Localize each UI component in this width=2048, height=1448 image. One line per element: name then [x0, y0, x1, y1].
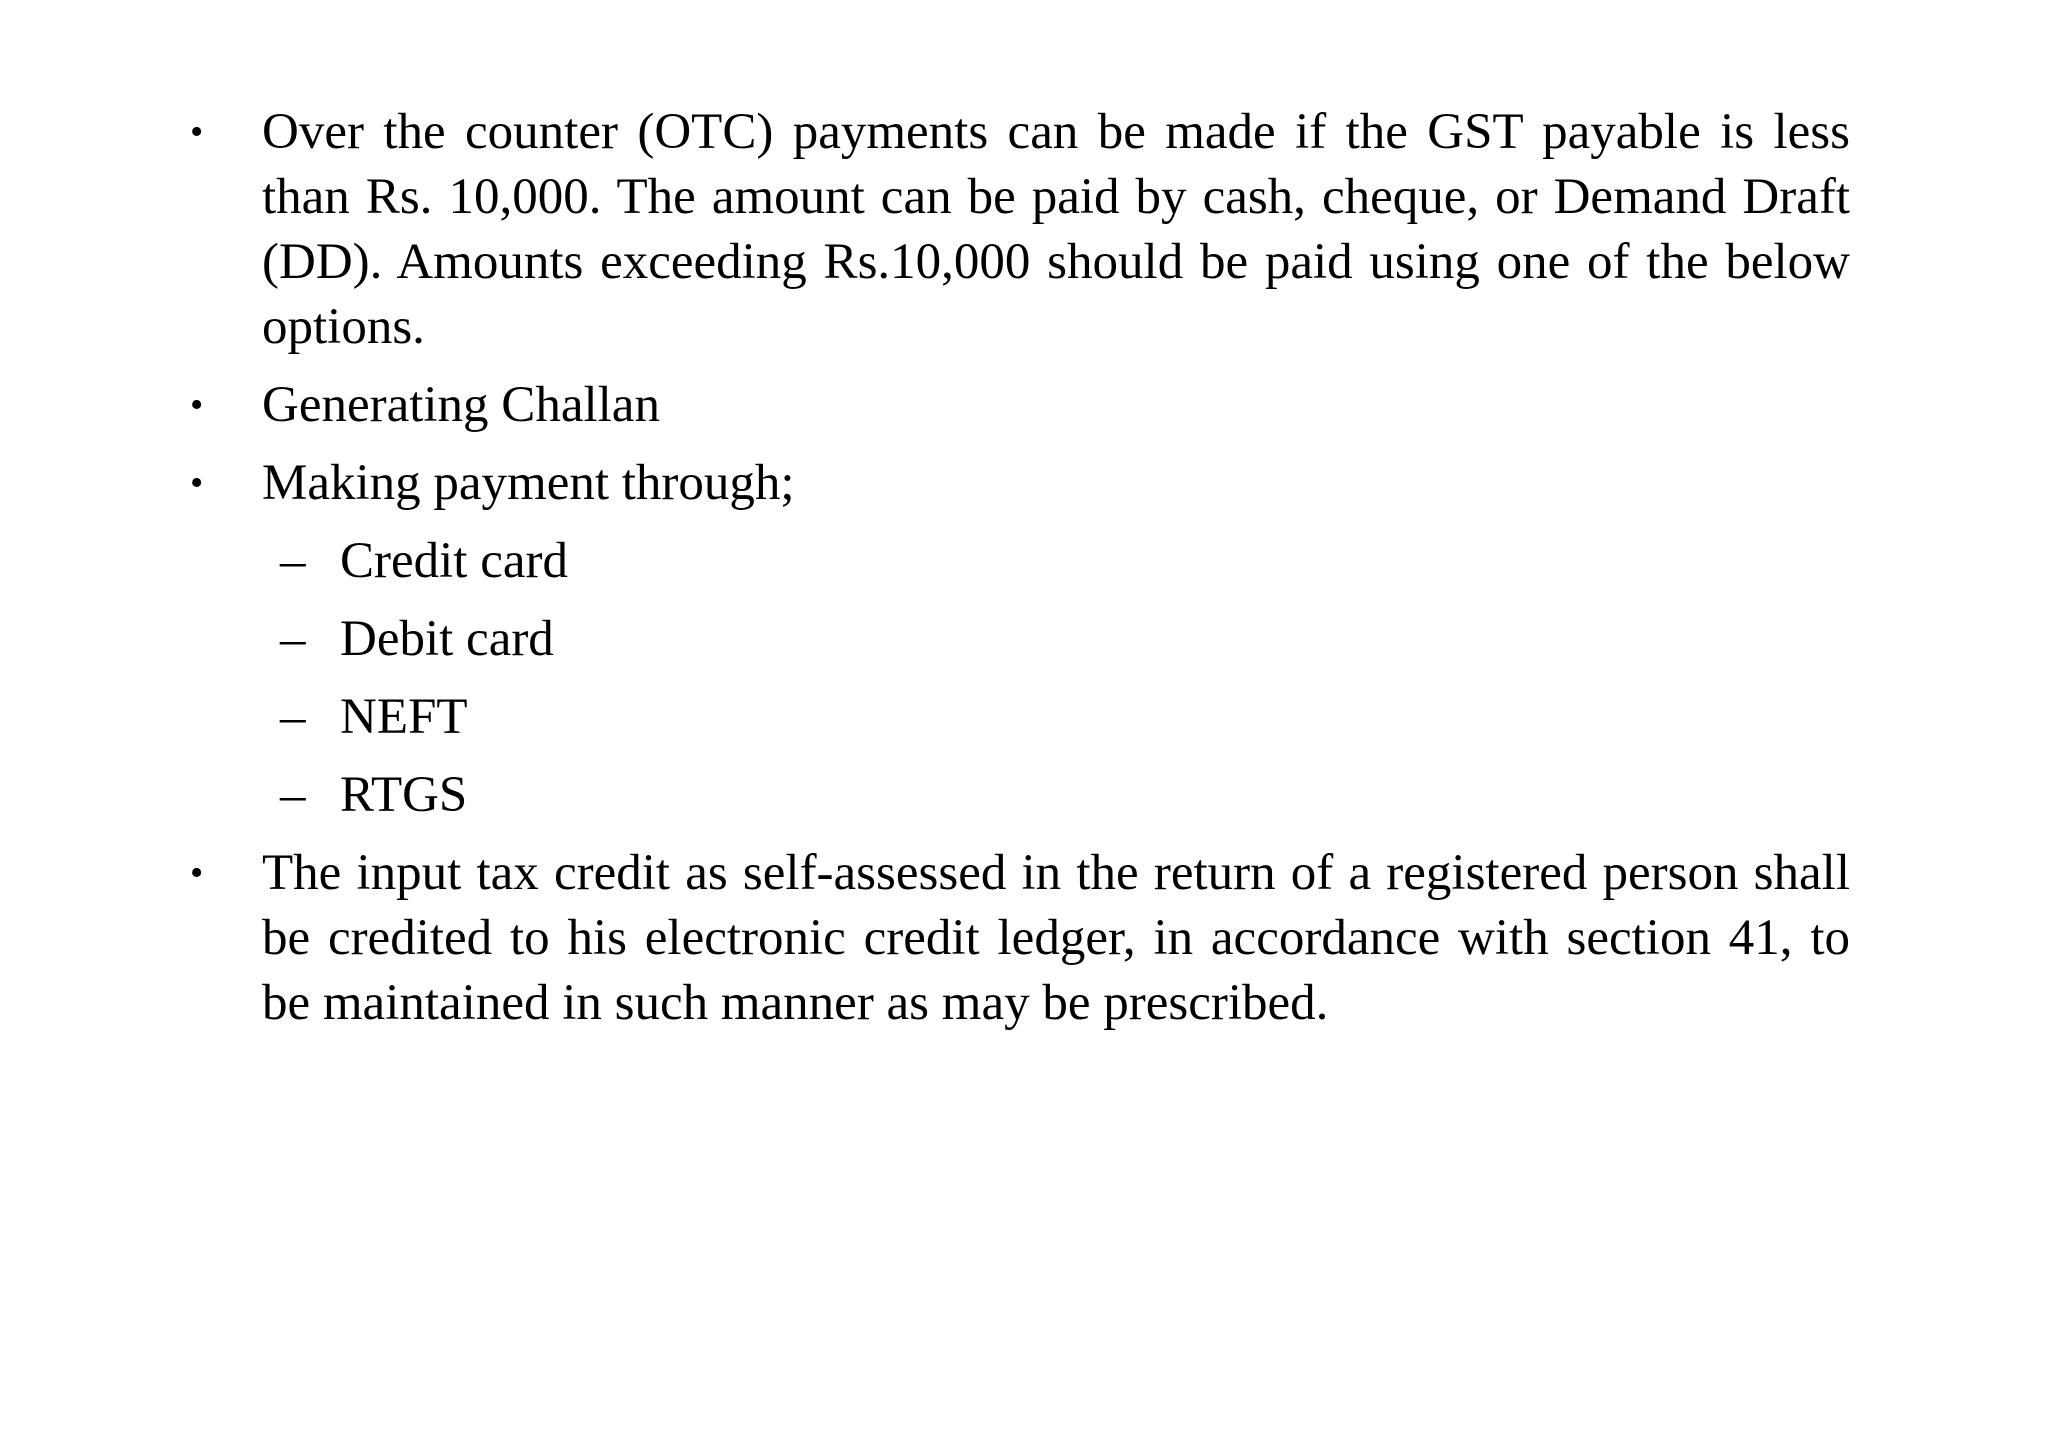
bullet-text: Over the counter (OTC) payments can be made if the GST payable is less than Rs. 10,000. The amount can be paid by cash, cheque, or Demand Draft (DD). Amounts exceeding Rs.10,000 should be paid using one of the below options. [262, 104, 1850, 355]
dash-marker: – [280, 689, 306, 745]
dash-marker: – [280, 767, 306, 823]
dash-marker: – [280, 611, 306, 667]
bullet-marker: • [190, 852, 204, 894]
bullet-text: Generating Challan [262, 377, 660, 433]
bullet-item-input-tax-credit [190, 841, 1850, 1036]
sub-item-credit-card [190, 529, 1850, 594]
payment-methods-list [190, 529, 1850, 828]
bullet-text: The input tax credit as self-assessed in the return of a registered person shall be credited to his electronic credit ledger, in accordance with section 41, to be maintained in such manner as may be prescribed. [262, 845, 1850, 1031]
bullet-marker: • [190, 111, 204, 153]
bullet-item-generating-challan [190, 373, 1850, 438]
bullet-marker: • [190, 462, 204, 504]
sub-item-text: RTGS [340, 767, 468, 823]
bullet-text: Making payment through; [262, 455, 795, 511]
bullet-item-making-payment [190, 451, 1850, 516]
bullet-list [190, 100, 1850, 1049]
sub-item-text: Credit card [340, 533, 568, 589]
bullet-marker: • [190, 384, 204, 426]
sub-item-neft [190, 685, 1850, 750]
sub-item-text: Debit card [340, 611, 554, 667]
sub-item-debit-card [190, 607, 1850, 672]
sub-item-text: NEFT [340, 689, 468, 745]
dash-marker: – [280, 533, 306, 589]
sub-item-rtgs [190, 763, 1850, 828]
bullet-item-otc-payments [190, 100, 1850, 360]
